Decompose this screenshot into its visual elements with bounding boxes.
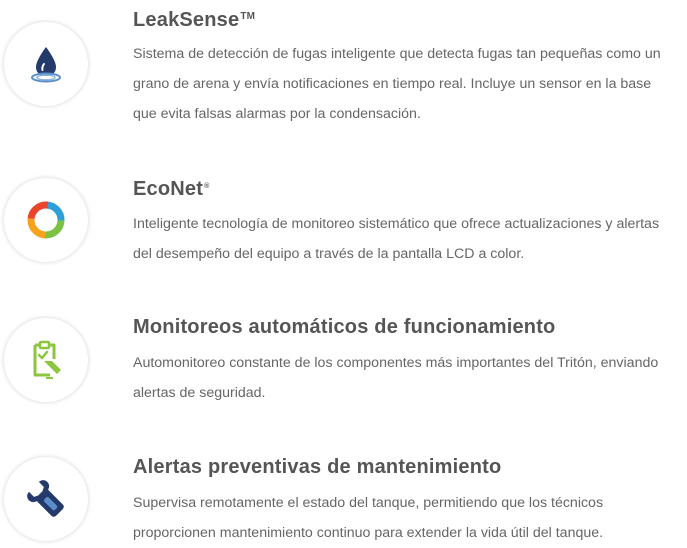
water-drop-icon [29, 44, 63, 84]
alertas-icon-badge [4, 457, 88, 541]
monitoreos-icon-badge [4, 318, 88, 402]
wrench-icon [25, 478, 67, 520]
econet-icon-badge [4, 178, 88, 262]
feature-title: LeakSense™ [133, 9, 256, 31]
feature-description: Inteligente tecnología de monitoreo sistemático que ofrece actualizaciones y alertas del desempeño del equipo a través de la pantalla LCD a color. [133, 216, 660, 262]
econet-ring-icon [24, 198, 68, 242]
clipboard-check-icon [26, 339, 66, 381]
feature-title: EcoNet® [133, 178, 210, 200]
leaksense-icon-badge [4, 22, 88, 106]
feature-description: Automonitoreo constante de los componentes más importantes del Tritón, enviando alertas de seguridad. [133, 355, 659, 401]
feature-title: Alertas preventivas de mantenimiento [133, 456, 502, 478]
feature-description: Supervisa remotamente el estado del tanque, permitiendo que los técnicos proporcionen mantenimiento continuo para extender la vida útil del tanque. [133, 495, 604, 541]
registered-mark: ® [204, 183, 210, 190]
feature-description: Sistema de detección de fugas inteligente que detecta fugas tan pequeñas como un grano de arena y envía notificaciones en tiempo real. Incluye un sensor en la base que evita falsas alarmas por la condensación. [133, 46, 661, 122]
feature-title: Monitoreos automáticos de funcionamiento [133, 316, 556, 338]
trademark-mark: TM [240, 11, 256, 22]
